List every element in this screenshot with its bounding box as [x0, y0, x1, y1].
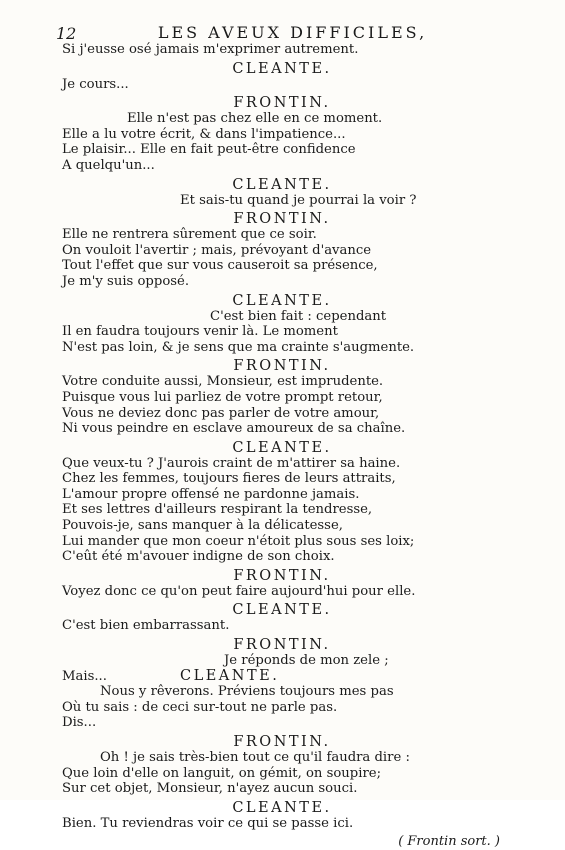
running-title: LES AVEUX DIFFICILES,	[157, 23, 428, 42]
speaker-name: CLEANTE.	[232, 60, 332, 77]
verse-line: Où tu sais : de ceci sur-tout ne parle pas.	[62, 699, 338, 715]
speaker-name: FRONTIN.	[233, 95, 331, 112]
verse-fragment: Mais...	[62, 668, 107, 684]
speaker-name: CLEANTE.	[232, 602, 332, 619]
verse-line: Sur cet objet, Monsieur, n'ayez aucun souci.	[62, 781, 358, 797]
verse-line: Ni vous peindre en esclave amoureux de sa chaîne.	[62, 421, 406, 437]
speaker-name: FRONTIN.	[233, 734, 331, 750]
verse-line: Elle ne rentrera sûrement que ce soir.	[62, 227, 317, 243]
verse-line: Il en faudra toujours venir là. Le moment	[62, 324, 338, 340]
page-header	[56, 24, 505, 44]
speaker-name: FRONTIN.	[233, 637, 331, 654]
verse-line: Votre conduite aussi, Monsieur, est imprudente.	[62, 374, 384, 390]
verse-line: C'eût été m'avouer indigne de son choix.	[62, 549, 335, 565]
speaker-name: CLEANTE.	[180, 667, 280, 684]
speaker-name: CLEANTE.	[232, 292, 332, 309]
verse-line: On vouloit l'avertir ; mais, prévoyant d'avance	[62, 242, 372, 258]
verse-line: Que veux-tu ? J'aurois craint de m'attirer sa haine.	[62, 455, 401, 471]
verse-line: Voyez donc ce qu'on peut faire aujourd'hui pour elle.	[62, 583, 416, 599]
verse-line: Je réponds de mon zele ;	[224, 653, 389, 669]
speaker-name: FRONTIN.	[233, 567, 331, 584]
verse-line: Nous y rêverons. Préviens toujours mes pas	[100, 684, 394, 700]
verse-line: Chez les femmes, toujours fieres de leurs attraits,	[62, 471, 396, 487]
verse-line: Le plaisir... Elle en fait peut-être confidence	[62, 142, 356, 158]
verse-line: N'est pas loin, & je sens que ma crainte s'augmente.	[62, 339, 415, 355]
verse-line: Que loin d'elle on languit, on gémit, on soupire;	[62, 765, 382, 781]
verse-line: Oh ! je sais très-bien tout ce qu'il faudra dire :	[100, 750, 410, 765]
speaker-name: FRONTIN.	[233, 211, 331, 228]
verse-line: Et ses lettres d'ailleurs respirant la tendresse,	[62, 502, 373, 518]
verse-line: Elle a lu votre écrit, & dans l'impatience...	[62, 126, 346, 142]
verse-line: Lui mander que mon coeur n'étoit plus sous ses loix;	[62, 533, 415, 549]
verse-line: C'est bien fait : cependant	[210, 308, 387, 324]
verse-line: Bien. Tu reviendras voir ce qui se passe ici.	[62, 815, 354, 831]
speaker-name: CLEANTE.	[232, 176, 332, 193]
verse-line: Puisque vous lui parliez de votre prompt retour,	[62, 389, 383, 405]
verse-line: Vous ne deviez donc pas parler de votre amour,	[62, 405, 380, 421]
speaker-name: FRONTIN.	[233, 358, 331, 375]
verse-line-with-speaker	[62, 669, 502, 685]
verse-line: Pouvois-je, sans manquer à la délicatesse,	[62, 518, 343, 534]
verse-line: Si j'eusse osé jamais m'exprimer autrement.	[62, 42, 359, 57]
verse-line: A quelqu'un...	[62, 157, 155, 173]
verse-line: Je m'y suis opposé.	[62, 273, 190, 289]
speaker-name: CLEANTE.	[232, 799, 332, 816]
verse-line: Et sais-tu quand je pourrai la voir ?	[180, 192, 417, 208]
verse-line: L'amour propre offensé ne pardonne jamais.	[62, 486, 360, 502]
page-number: 12	[56, 24, 77, 43]
speaker-name: CLEANTE.	[232, 439, 332, 456]
stage-direction: ( Frontin sort. )	[398, 834, 500, 850]
verse-line: C'est bien embarrassant.	[62, 618, 230, 634]
verse-line: Je cours...	[62, 76, 129, 92]
verse-line: Dis...	[62, 715, 97, 731]
play-text	[62, 42, 502, 850]
verse-line: Tout l'effet que sur vous causeroit sa présence,	[62, 258, 378, 274]
verse-line: Elle n'est pas chez elle en ce moment.	[127, 111, 383, 127]
